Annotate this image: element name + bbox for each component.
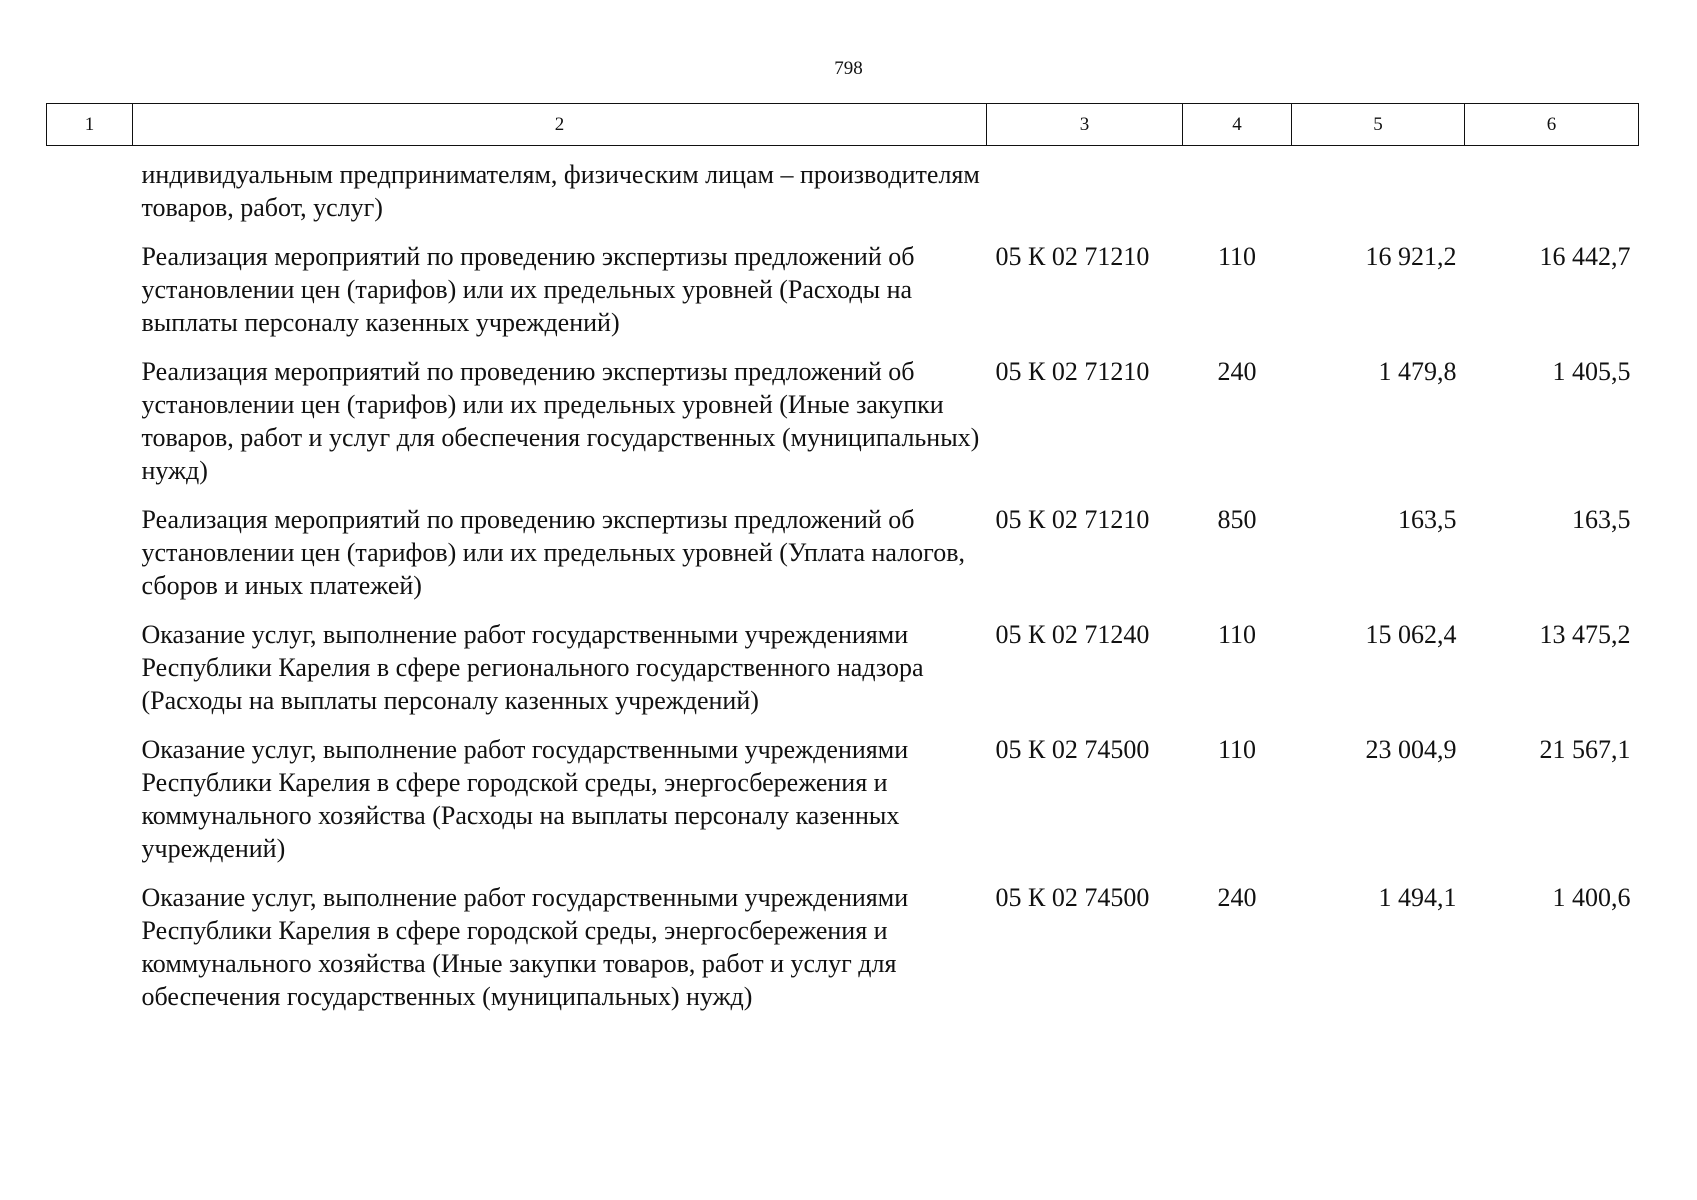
page-number: 798 xyxy=(834,58,863,79)
table-row xyxy=(47,881,1639,1029)
row-value-5: 1 479,8 xyxy=(1378,357,1457,386)
row-value-6: 13 475,2 xyxy=(1539,620,1631,649)
table-header xyxy=(47,104,1639,146)
row-number xyxy=(47,881,133,1029)
table-row xyxy=(47,733,1639,881)
table-row xyxy=(47,503,1639,618)
row-value-6: 1 400,6 xyxy=(1552,883,1631,912)
row-value-6: 16 442,7 xyxy=(1539,242,1631,271)
row-code: 05 К 02 74500 xyxy=(995,883,1150,912)
column-header-4: 4 xyxy=(1183,104,1292,146)
row-number xyxy=(47,146,133,241)
row-code: 05 К 02 71210 xyxy=(995,357,1150,386)
header-row xyxy=(47,104,1639,146)
row-value-5: 16 921,2 xyxy=(1365,242,1457,271)
row-code: 05 К 02 71210 xyxy=(995,242,1150,271)
row-value-6: 1 405,5 xyxy=(1552,357,1631,386)
row-code: 05 К 02 71210 xyxy=(995,505,1150,534)
row-value-5: 23 004,9 xyxy=(1365,735,1457,764)
column-header-6: 6 xyxy=(1465,104,1639,146)
row-expense-type: 110 xyxy=(1217,620,1257,649)
row-number xyxy=(47,733,133,881)
column-header-3: 3 xyxy=(987,104,1183,146)
row-value-6: 21 567,1 xyxy=(1539,735,1631,764)
row-code: 05 К 02 71240 xyxy=(995,620,1150,649)
row-expense-type: 110 xyxy=(1217,735,1257,764)
table-row xyxy=(47,240,1639,355)
row-number xyxy=(47,503,133,618)
row-value-6 xyxy=(1465,146,1639,241)
row-description: Реализация мероприятий по проведению экспертизы предложений об установлении цен (тарифов) или их предельных уровней (Расходы на выплаты персоналу казенных учреждений) xyxy=(141,242,915,337)
table-body xyxy=(47,146,1639,1030)
row-value-5 xyxy=(1292,146,1465,241)
row-description: Оказание услуг, выполнение работ государственными учреждениями Республики Карелия в сфере городской среды, энергосбережения и коммунального хозяйства (Иные закупки товаров, работ и услуг для обеспечения государственных (муниципальных) нужд) xyxy=(141,883,909,1011)
row-number xyxy=(47,240,133,355)
row-description: Оказание услуг, выполнение работ государственными учреждениями Республики Карелия в сфере регионального государственного надзора (Расходы на выплаты персоналу казенных учреждений) xyxy=(141,620,924,715)
column-header-2: 2 xyxy=(133,104,987,146)
row-description: Реализация мероприятий по проведению экспертизы предложений об установлении цен (тарифов) или их предельных уровней (Уплата налогов, сборов и иных платежей) xyxy=(141,505,965,600)
row-number xyxy=(47,355,133,503)
column-header-5: 5 xyxy=(1292,104,1465,146)
row-description: индивидуальным предпринимателям, физическим лицам – производителям товаров, работ, услуг) xyxy=(141,160,980,222)
table-row xyxy=(47,618,1639,733)
table-row xyxy=(47,355,1639,503)
row-expense-type: 240 xyxy=(1217,883,1257,912)
row-value-5: 1 494,1 xyxy=(1378,883,1457,912)
row-value-6: 163,5 xyxy=(1572,505,1631,534)
row-code: 05 К 02 74500 xyxy=(995,735,1150,764)
table-row xyxy=(47,146,1639,241)
row-number xyxy=(47,618,133,733)
column-header-1: 1 xyxy=(47,104,133,146)
row-value-5: 15 062,4 xyxy=(1365,620,1457,649)
row-description: Оказание услуг, выполнение работ государственными учреждениями Республики Карелия в сфере городской среды, энергосбережения и коммунального хозяйства (Расходы на выплаты персоналу казенных учреждений) xyxy=(141,735,909,863)
row-value-5: 163,5 xyxy=(1398,505,1457,534)
row-expense-type: 240 xyxy=(1217,357,1257,386)
row-expense-type: 110 xyxy=(1217,242,1257,271)
budget-table xyxy=(46,103,1639,1029)
row-expense-type: 850 xyxy=(1217,505,1257,534)
row-expense-type xyxy=(1183,146,1292,241)
row-description: Реализация мероприятий по проведению экспертизы предложений об установлении цен (тарифов) или их предельных уровней (Иные закупки товаров, работ и услуг для обеспечения государственных (муниципальных) нужд) xyxy=(141,357,980,485)
row-code xyxy=(987,146,1183,241)
